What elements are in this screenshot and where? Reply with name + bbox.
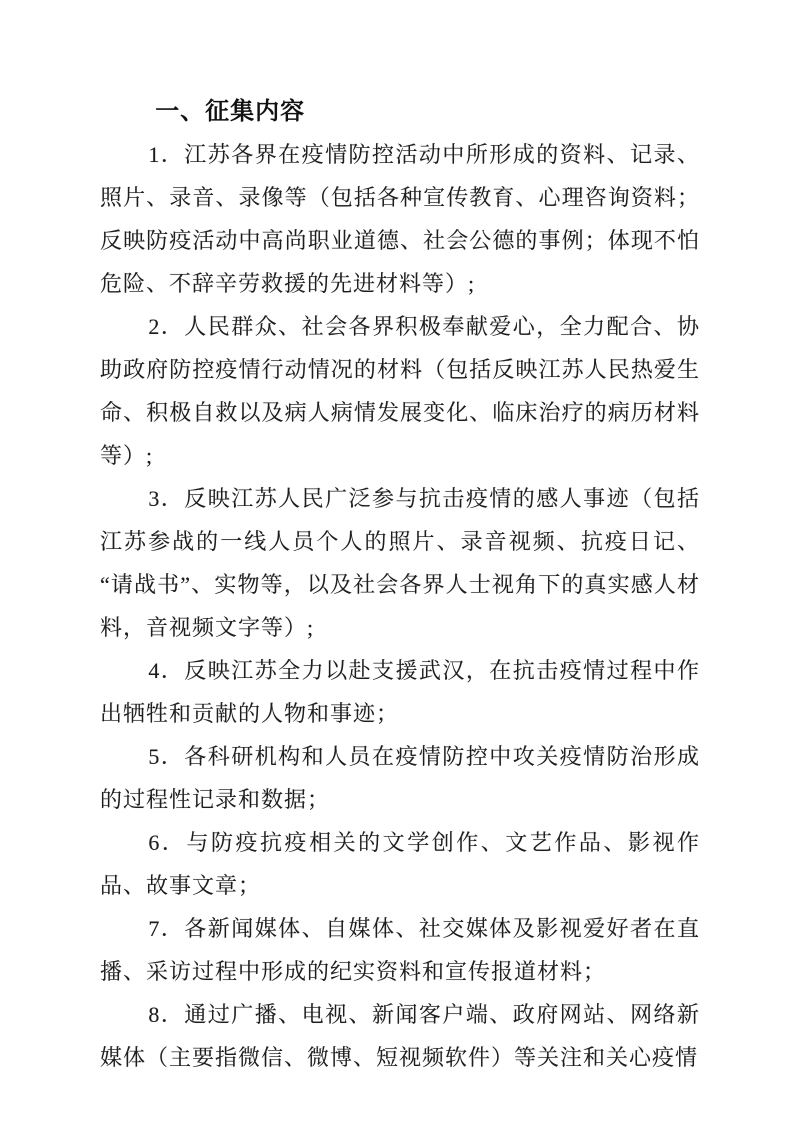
document-text-block: [100, 90, 700, 1079]
paragraph-item-2: 2．人民群众、社会各界积极奉献爱心，全力配合、协助政府防控疫情行动情况的材料（包括反映江苏人民热爱生命、积极自救以及病人病情发展变化、临床治疗的病历材料等）;: [100, 314, 700, 468]
paragraph-item-1: 1．江苏各界在疫情防控活动中所形成的资料、记录、照片、录音、录像等（包括各种宣传教育、心理咨询资料；反映防疫活动中高尚职业道德、社会公德的事例；体现不怕危险、不辞辛劳救援的先进材料等）;: [100, 142, 700, 296]
paragraph-item-6: 6．与防疫抗疫相关的文学创作、文艺作品、影视作品、故事文章；: [100, 830, 700, 898]
paragraph-item-4: 4．反映江苏全力以赴支援武汉，在抗击疫情过程中作出牺牲和贡献的人物和事迹；: [100, 658, 700, 726]
section-heading: 一、征集内容: [155, 98, 306, 125]
paragraph-item-5: 5．各科研机构和人员在疫情防控中攻关疫情防治形成的过程性记录和数据；: [100, 744, 700, 812]
paragraph-item-8: 8．通过广播、电视、新闻客户端、政府网站、网络新媒体（主要指微信、微博、短视频软件）等关注和关心疫情: [100, 1002, 700, 1070]
paragraph-item-3: 3．反映江苏人民广泛参与抗击疫情的感人事迹（包括江苏参战的一线人员个人的照片、录音视频、抗疫日记、“请战书”、实物等，以及社会各界人士视角下的真实感人材料，音视频文字等）;: [100, 486, 700, 640]
paragraph-item-7: 7．各新闻媒体、自媒体、社交媒体及影视爱好者在直播、采访过程中形成的纪实资料和宣传报道材料；: [100, 916, 700, 984]
